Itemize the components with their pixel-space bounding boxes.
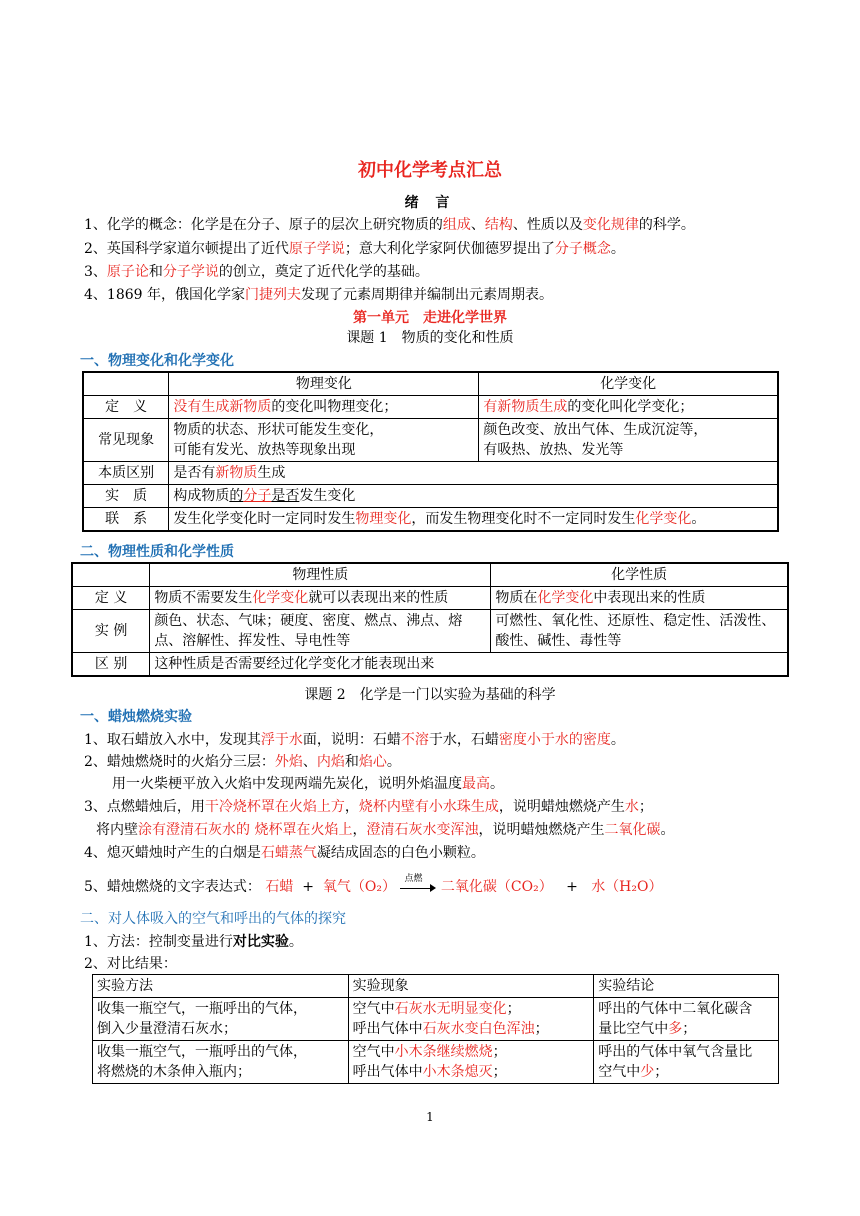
text-run: 的变化叫物理变化； xyxy=(271,399,398,415)
table-cell xyxy=(169,419,479,462)
highlighted-text: 内焰 xyxy=(316,754,345,770)
highlighted-text: 石蜡蒸气 xyxy=(260,845,317,861)
text-run: 、性质以及 xyxy=(512,217,583,233)
preface-line-3 xyxy=(84,261,429,281)
table-cell xyxy=(491,610,788,653)
table-cell xyxy=(348,1041,594,1084)
equation-reactant-1: 石蜡 xyxy=(265,879,294,895)
text-run: 。 xyxy=(660,822,675,838)
cell-line: 将燃烧的木条伸入瓶内； xyxy=(97,1064,251,1080)
text-run: 是否有 xyxy=(173,465,216,481)
text-run: 的创立，奠定了近代化学的基础。 xyxy=(218,264,429,280)
table-cell xyxy=(479,419,778,462)
text-run: ， xyxy=(352,822,367,838)
lesson-2-title: 课题 2 化学是一门以实验为基础的科学 xyxy=(304,687,556,703)
table-cell xyxy=(594,1041,779,1084)
text-run: 用一火柴梗平放入火焰中发现两端先炭化，说明外焰温度 xyxy=(112,776,462,792)
text-run: ，说明蜡烛燃烧产生 xyxy=(498,799,625,815)
highlighted-text: 分子 xyxy=(243,488,272,504)
text-run: 3、点燃蜡烛后，用 xyxy=(84,799,205,815)
preface-line-2 xyxy=(84,238,625,258)
text-run: 。 xyxy=(610,241,625,257)
text-run: 的科学。 xyxy=(638,217,695,233)
text-run: ，而发生物理变化时不一定同时发生 xyxy=(411,511,636,527)
table-cell xyxy=(72,563,150,587)
text-run: 发现了元素周期律并编制出元素周期表。 xyxy=(301,287,553,303)
text-run: 3、 xyxy=(84,264,107,280)
highlighted-text: 浮于水 xyxy=(260,732,303,748)
cell-line: 倒入少量澄清石灰水； xyxy=(97,1021,237,1037)
equation-plus: + xyxy=(302,879,315,895)
cell-line: 可燃性、氧化性、还原性、稳定性、活泼性、 xyxy=(495,613,776,629)
table-row xyxy=(72,653,788,677)
text-run: 4、熄灭蜡烛时产生的白烟是 xyxy=(84,845,261,861)
table-cell xyxy=(150,610,491,653)
cell-line: 物质的状态、形状可能发生变化， xyxy=(173,422,384,438)
equation-prefix: 5、蜡烛燃烧的文字表达式： xyxy=(84,879,261,895)
candle-line-4 xyxy=(84,796,653,816)
candle-line-1 xyxy=(84,729,625,749)
text-run: 空气中 xyxy=(352,1044,395,1060)
cell-line: 颜色改变、放出气体、生成沉淀等， xyxy=(483,422,708,438)
table-header: 实验结论 xyxy=(594,975,779,998)
table-header: 化学变化 xyxy=(479,372,778,396)
candle-line-2 xyxy=(84,751,401,771)
row-label: 区 别 xyxy=(72,653,150,677)
section-breath-experiment: 二、对人体吸入的空气和呼出的气体的探究 xyxy=(80,911,346,927)
table-header: 实验现象 xyxy=(348,975,594,998)
highlighted-text: 密度小于水的密度 xyxy=(498,732,611,748)
row-label: 实 质 xyxy=(83,485,169,508)
text-run: 、 xyxy=(302,754,317,770)
table-row xyxy=(72,563,788,587)
table-row xyxy=(93,998,779,1041)
highlighted-text: 石灰水变白色浑浊 xyxy=(422,1021,535,1037)
highlighted-text: 澄清石灰水变浑浊 xyxy=(366,822,479,838)
highlighted-text: 没有生成新物质 xyxy=(173,399,272,415)
cell-line xyxy=(353,1062,590,1082)
cell-line: 有吸热、放热、发光等 xyxy=(483,442,624,458)
text-run: 是否 xyxy=(271,488,300,504)
cell-line xyxy=(353,999,590,1019)
text-run: 量比空气中 xyxy=(598,1021,669,1037)
text-run: ， xyxy=(344,799,359,815)
unit-title: 第一单元 走进化学世界 xyxy=(353,310,507,326)
text-run: 1、化学的概念：化学是在分子、原子的层次上研究物质的 xyxy=(84,217,443,233)
cell-line: 点、溶解性、挥发性、导电性等 xyxy=(154,633,351,649)
text-run: 2、英国科学家道尔顿提出了近代 xyxy=(84,241,289,257)
highlighted-text: 化学变化 xyxy=(635,511,692,527)
table-cell xyxy=(169,485,778,508)
table-cell: 这种性质是否需要经过化学变化才能表现出来 xyxy=(150,653,788,677)
highlighted-text: 干冷烧杯罩在火焰上方 xyxy=(204,799,345,815)
change-comparison-table xyxy=(82,371,779,532)
reaction-condition: 点燃 xyxy=(404,874,423,884)
cell-line: 酸性、碱性、毒性等 xyxy=(495,633,622,649)
table-row xyxy=(83,485,778,508)
document-title: 初中化学考点汇总 xyxy=(358,160,502,181)
highlighted-text: 化学变化 xyxy=(537,590,594,606)
text-run: 空气中 xyxy=(352,1001,395,1017)
highlighted-text: 石灰水无明显变化 xyxy=(394,1001,507,1017)
property-comparison-table xyxy=(71,562,789,677)
table-cell xyxy=(93,1041,349,1084)
text-run: 空气中 xyxy=(598,1064,641,1080)
row-label: 定 义 xyxy=(72,587,150,610)
text-run: 呼出气体中 xyxy=(352,1064,423,1080)
cell-line xyxy=(353,1019,590,1039)
table-cell xyxy=(491,587,788,610)
equation-product-1: 二氧化碳（CO₂） xyxy=(440,879,553,895)
highlighted-text: 新物质 xyxy=(215,465,258,481)
highlighted-text: 分子学说 xyxy=(162,264,219,280)
highlighted-text: 焰心 xyxy=(358,754,387,770)
equation-reactant-2: 氧气（O₂） xyxy=(322,879,397,895)
highlighted-text: 小木条继续燃烧 xyxy=(394,1044,493,1060)
text-run: 构成物质 xyxy=(173,488,230,504)
section-physical-chemical-property: 二、物理性质和化学性质 xyxy=(80,544,234,560)
row-label: 本质区别 xyxy=(83,462,169,485)
text-run: 发生变化 xyxy=(299,488,356,504)
highlighted-text: 门捷列夫 xyxy=(245,287,301,303)
text-run: 、 xyxy=(470,217,485,233)
table-cell xyxy=(348,998,594,1041)
cell-line: 可能有发光、放热等现象出现 xyxy=(173,442,356,458)
table-cell xyxy=(479,396,778,419)
cell-line: 呼出的气体中二氧化碳含 xyxy=(598,1001,753,1017)
row-label: 实 例 xyxy=(72,610,150,653)
cell-line: 收集一瓶空气，一瓶呼出的气体， xyxy=(97,1044,307,1060)
text-run: ； xyxy=(534,1021,549,1037)
table-header: 物理性质 xyxy=(150,563,491,587)
cell-line xyxy=(598,1062,774,1082)
text-run: 和 xyxy=(344,754,359,770)
highlighted-text: 少 xyxy=(640,1064,655,1080)
text-run: ； xyxy=(492,1044,507,1060)
table-row xyxy=(83,508,778,532)
table-cell xyxy=(150,587,491,610)
preface-line-4 xyxy=(84,284,553,304)
equation-plus: + xyxy=(566,879,578,895)
table-row xyxy=(83,372,778,396)
text-run: 中表现出来的性质 xyxy=(593,590,706,606)
table-row xyxy=(93,975,779,998)
table-cell xyxy=(594,998,779,1041)
text-run: 呼出气体中 xyxy=(352,1021,423,1037)
highlighted-text: 变化规律 xyxy=(582,217,639,233)
cell-line: 呼出的气体中氧气含量比 xyxy=(598,1044,753,1060)
text-run: ； xyxy=(506,1001,521,1017)
text-run: ，说明蜡烛燃烧产生 xyxy=(478,822,605,838)
text-run: 和 xyxy=(148,264,163,280)
highlighted-text: 结构 xyxy=(484,217,513,233)
table-row xyxy=(83,396,778,419)
row-label: 联 系 xyxy=(83,508,169,532)
highlighted-text: 分子概念 xyxy=(554,241,611,257)
text-run: ； xyxy=(492,1064,507,1080)
table-row xyxy=(93,1041,779,1084)
cell-line xyxy=(598,1019,774,1039)
table-cell xyxy=(83,372,169,396)
section-candle-experiment: 一、蜡烛燃烧实验 xyxy=(80,709,192,725)
text-run: 。 xyxy=(386,754,401,770)
table-row xyxy=(72,610,788,653)
candle-line-5 xyxy=(96,819,674,839)
table-row xyxy=(72,587,788,610)
text-run: 将内壁 xyxy=(96,822,138,838)
candle-line-3 xyxy=(112,773,504,793)
table-cell xyxy=(169,396,479,419)
text-run: ； xyxy=(638,799,653,815)
text-run: 1、取石蜡放入水中，发现其 xyxy=(84,732,261,748)
text-run: ；意大利化学家阿伏伽德罗提出了 xyxy=(344,241,555,257)
highlighted-text: 有新物质生成 xyxy=(483,399,568,415)
section-physical-chemical-change: 一、物理变化和化学变化 xyxy=(80,353,234,369)
text-run: 物质不需要发生 xyxy=(154,590,253,606)
row-label: 定 义 xyxy=(83,396,169,419)
preface-heading: 绪 言 xyxy=(404,195,456,211)
equation-product-2: 水（H₂O） xyxy=(591,879,663,895)
text-run: 面，说明：石蜡 xyxy=(302,732,401,748)
highlighted-text: 多 xyxy=(668,1021,683,1037)
table-row xyxy=(83,462,778,485)
table-cell xyxy=(169,462,778,485)
text-run: 的 xyxy=(229,488,244,504)
text-run: 凝结成固态的白色小颗粒。 xyxy=(316,845,485,861)
table-header: 实验方法 xyxy=(93,975,349,998)
lesson-1-title: 课题 1 物质的变化和性质 xyxy=(346,330,514,346)
word-equation xyxy=(84,876,663,896)
result-label: 2、对比结果： xyxy=(84,956,177,972)
highlighted-text: 小木条熄灭 xyxy=(422,1064,493,1080)
text-run: 于水，石蜡 xyxy=(428,732,499,748)
text-run: 物质在 xyxy=(495,590,538,606)
text-run: ； xyxy=(654,1064,669,1080)
highlighted-text: 原子学说 xyxy=(288,241,345,257)
text-run: 。 xyxy=(490,776,504,792)
breath-experiment-table xyxy=(92,974,779,1084)
cell-line xyxy=(353,1042,590,1062)
highlighted-text: 原子论 xyxy=(106,264,149,280)
table-cell xyxy=(169,508,778,532)
reaction-arrow-icon xyxy=(400,874,436,894)
highlighted-text: 二氧化碳 xyxy=(604,822,661,838)
table-cell xyxy=(93,998,349,1041)
cell-line: 颜色、状态、气味；硬度、密度、燃点、沸点、熔 xyxy=(154,613,463,629)
text-run: ； xyxy=(682,1021,697,1037)
text-run: 2、蜡烛燃烧时的火焰分三层： xyxy=(84,754,275,770)
text-run: 对比实验 xyxy=(232,934,289,950)
method-line xyxy=(84,931,303,951)
row-label: 常见现象 xyxy=(83,419,169,462)
text-run: 就可以表现出来的性质 xyxy=(308,590,449,606)
highlighted-text: 组成 xyxy=(442,217,471,233)
highlighted-text: 物理变化 xyxy=(355,511,412,527)
text-run: 。 xyxy=(288,934,303,950)
preface-line-1 xyxy=(84,214,695,234)
highlighted-text: 化学变化 xyxy=(252,590,309,606)
text-run: 。 xyxy=(691,511,706,527)
highlighted-text: 涂有澄清石灰水的 烧杯罩在火焰上 xyxy=(138,822,353,838)
highlighted-text: 水 xyxy=(624,799,639,815)
cell-line: 收集一瓶空气，一瓶呼出的气体， xyxy=(97,1001,307,1017)
text-run: 1、方法：控制变量进行 xyxy=(84,934,233,950)
page-number: 1 xyxy=(426,1110,434,1124)
table-header: 化学性质 xyxy=(491,563,788,587)
highlighted-text: 外焰 xyxy=(274,754,303,770)
text-run: 4、1869 年，俄国化学家 xyxy=(84,287,245,303)
text-run: 发生化学变化时一定同时发生 xyxy=(173,511,356,527)
text-run: 生成 xyxy=(257,465,286,481)
table-header: 物理变化 xyxy=(169,372,479,396)
candle-line-6 xyxy=(84,842,485,862)
text-run: 的变化叫化学变化； xyxy=(567,399,694,415)
highlighted-text: 烧杯内壁有小水珠生成 xyxy=(358,799,499,815)
text-run: 。 xyxy=(610,732,625,748)
highlighted-text: 不溶 xyxy=(400,732,429,748)
highlighted-text: 最高 xyxy=(462,776,490,792)
table-row xyxy=(83,419,778,462)
